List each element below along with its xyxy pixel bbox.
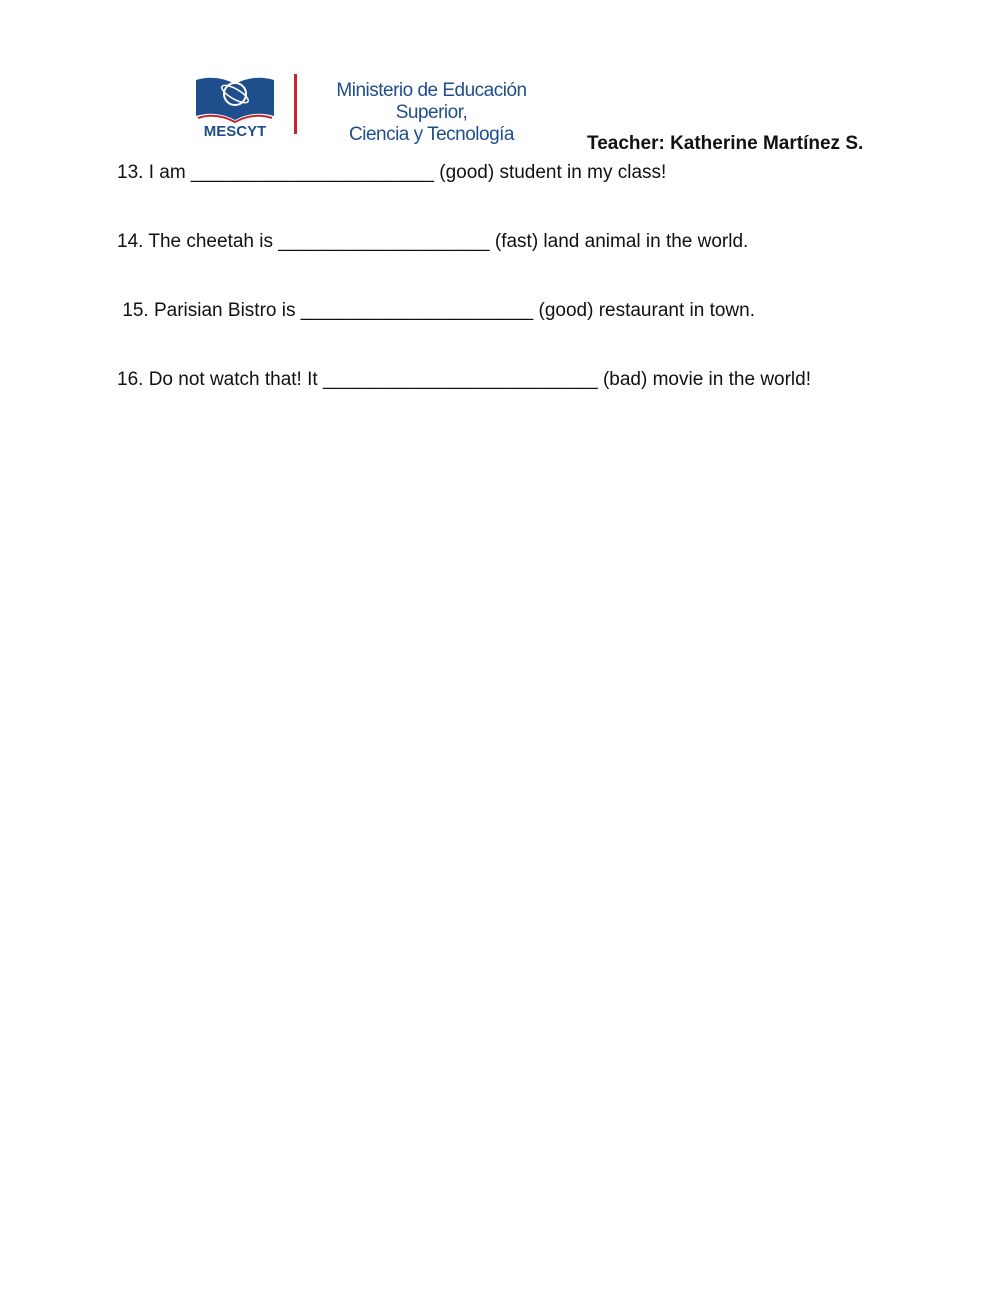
question-14: 14. The cheetah is ____________________ (fast) land animal in the world.: [117, 231, 749, 252]
ministry-name: [309, 80, 554, 146]
teacher-name: Teacher: Katherine Martínez S.: [587, 133, 864, 154]
question-13: 13. I am _______________________ (good) student in my class!: [117, 162, 667, 183]
question-15: 15. Parisian Bistro is ______________________ (good) restaurant in town.: [117, 300, 755, 321]
question-16: 16. Do not watch that! It __________________________ (bad) movie in the world!: [117, 369, 812, 390]
ministry-name-line2: Ciencia y Tecnología: [349, 124, 514, 145]
mescyt-logo: [194, 70, 554, 145]
logo-divider: [294, 74, 297, 134]
ministry-name-line1: Ministerio de Educación Superior,: [336, 80, 527, 123]
svg-text:MESCYT: MESCYT: [203, 123, 267, 138]
book-atom-logo-icon: [194, 72, 276, 138]
